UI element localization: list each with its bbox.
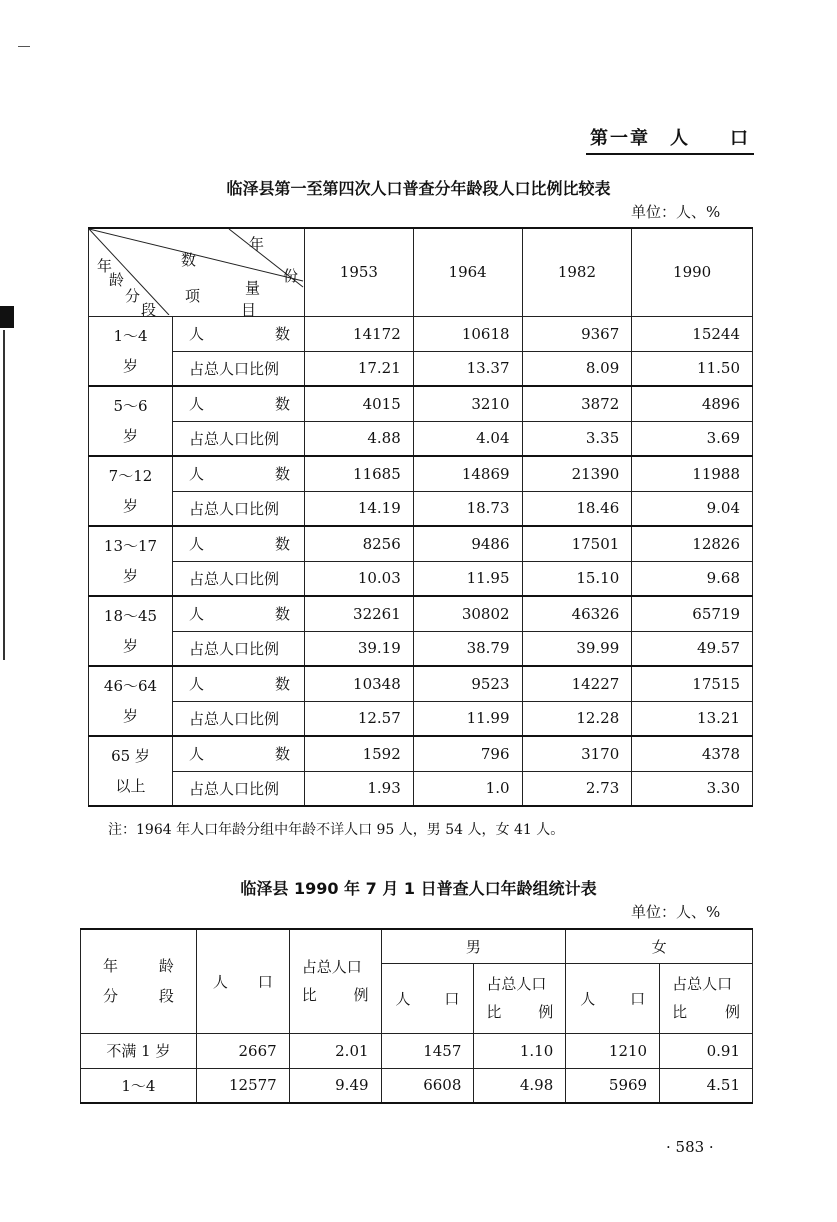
age-group-label: 岁 [122, 707, 138, 725]
count-value: 21390 [522, 456, 632, 491]
ratio-value: 3.30 [632, 771, 753, 806]
count-label-char: 人 [189, 745, 205, 764]
count-label-char: 人 [189, 535, 205, 554]
table1-title: 临泽县第一至第四次人口普查分年龄段人口比例比较表 [226, 179, 611, 198]
ratio-value: 1.93 [305, 771, 414, 806]
ratio-value: 10.03 [305, 561, 414, 596]
age-group-label: 18～45 [103, 607, 158, 625]
count-value: 11685 [305, 456, 414, 491]
pop-header-char: 人 [395, 989, 411, 1008]
ratio-header-line1: 占总人口 [672, 975, 733, 993]
diag-label-xiang: 项 [185, 287, 201, 306]
count-value: 796 [413, 736, 522, 771]
count-label-char: 人 [189, 675, 205, 694]
age-group-label: 岁 [122, 637, 138, 655]
ratio-value: 39.99 [522, 631, 632, 666]
male-header: 男 [381, 929, 566, 963]
table2-value: 0.91 [660, 1033, 753, 1068]
table2-value: 1.10 [474, 1033, 566, 1068]
ratio-value: 15.10 [522, 561, 632, 596]
table1-ratio-row [89, 491, 753, 526]
chapter-header: 第一章 人 口 [586, 124, 754, 155]
ratio-value: 12.28 [522, 701, 632, 736]
table2-row [81, 1033, 753, 1068]
ratio-value: 14.19 [305, 491, 414, 526]
table1-ratio-row [89, 421, 753, 456]
year-header: 1964 [413, 228, 522, 316]
ratio-label-cell: 占总人口比例 [173, 561, 305, 596]
diag-label-shu: 数 [181, 251, 197, 270]
ratio-value: 1.0 [413, 771, 522, 806]
count-label-cell [173, 386, 305, 421]
table1-count-row [89, 596, 753, 631]
pop-header-char: 人 [580, 989, 596, 1008]
page-number: · 583 · [666, 1138, 714, 1156]
table2-value: 2.01 [289, 1033, 381, 1068]
pop-header-char: 口 [444, 989, 460, 1008]
ratio-label-cell: 占总人口比例 [173, 491, 305, 526]
count-value: 14869 [413, 456, 522, 491]
count-value: 3210 [413, 386, 522, 421]
table1-count-row [89, 736, 753, 771]
ratio-header-char: 例 [353, 986, 369, 1005]
table1-unit: 单位：人、% [631, 203, 721, 221]
count-label-cell [173, 596, 305, 631]
ratio-header-char: 比 [486, 1003, 502, 1021]
ratio-value: 11.95 [413, 561, 522, 596]
pop-header-char: 口 [630, 989, 646, 1008]
ratio-value: 3.35 [522, 421, 632, 456]
ratio-header [289, 929, 381, 1033]
age-group-label: 1～4 [113, 326, 148, 345]
count-label-char: 数 [274, 465, 290, 484]
age-group-cell [89, 736, 173, 806]
count-value: 4015 [305, 386, 414, 421]
count-label-char: 人 [189, 325, 205, 343]
count-label-char: 数 [274, 605, 290, 624]
table1-count-row [89, 386, 753, 421]
ratio-value: 11.99 [413, 701, 522, 736]
table1-ratio-row [89, 771, 753, 806]
ratio-header-line1: 占总人口 [486, 975, 547, 993]
scan-line [18, 46, 30, 47]
ratio-value: 4.88 [305, 421, 414, 456]
count-value: 15244 [632, 316, 753, 351]
ratio-header-char: 比 [301, 986, 317, 1005]
female-population-header [566, 963, 660, 1033]
ratio-value: 3.69 [632, 421, 753, 456]
count-value: 32261 [305, 596, 414, 631]
ratio-header-char: 例 [724, 1003, 740, 1021]
count-value: 9486 [413, 526, 522, 561]
diagonal-header-cell [89, 228, 305, 320]
count-value: 8256 [305, 526, 414, 561]
diag-label-fen2: 分 [125, 287, 141, 306]
table2-value: 6608 [381, 1068, 474, 1103]
count-value: 12826 [632, 526, 753, 561]
ratio-label-cell: 占总人口比例 [173, 771, 305, 806]
count-label-cell [173, 736, 305, 771]
table2-value: 1457 [381, 1033, 474, 1068]
age-group-cell [89, 526, 173, 596]
age-group-label: 岁 [122, 427, 138, 445]
ratio-header-char: 比 [672, 1003, 688, 1021]
table2 [80, 928, 753, 1104]
age-group-label: 46～64 [103, 677, 158, 695]
table1-header-row [89, 228, 753, 316]
age-group-label: 岁 [122, 567, 138, 585]
age-group-label: 13～17 [103, 537, 158, 555]
ratio-value: 11.50 [632, 351, 753, 386]
age-header-char: 龄 [158, 957, 174, 976]
ratio-header-line1: 占总人口 [301, 958, 362, 977]
ratio-value: 18.46 [522, 491, 632, 526]
count-label-cell [173, 316, 305, 351]
table1-ratio-row [89, 561, 753, 596]
ratio-value: 9.68 [632, 561, 753, 596]
ratio-value: 49.57 [632, 631, 753, 666]
table1-count-row [89, 526, 753, 561]
count-value: 3170 [522, 736, 632, 771]
age-group-label: 65 岁 [111, 747, 150, 765]
scan-mark [0, 306, 14, 328]
count-value: 4896 [632, 386, 753, 421]
age-header-char: 分 [103, 987, 119, 1006]
table2-header-row-1 [81, 929, 753, 963]
male-population-header [381, 963, 474, 1033]
age-header-char: 段 [158, 987, 174, 1006]
table2-value: 5969 [566, 1068, 660, 1103]
diag-label-fen: 份 [283, 267, 299, 286]
table1-count-row [89, 456, 753, 491]
scan-edge [3, 330, 5, 660]
count-label-char: 数 [274, 325, 290, 343]
table1-ratio-row [89, 351, 753, 386]
table1-count-row [89, 316, 753, 351]
ratio-header-char: 例 [538, 1003, 554, 1021]
pop-header-char: 口 [257, 972, 273, 991]
year-header: 1953 [305, 228, 414, 316]
count-label-cell [173, 666, 305, 701]
count-value: 65719 [632, 596, 753, 631]
count-label-char: 数 [274, 535, 290, 554]
ratio-label-cell: 占总人口比例 [173, 631, 305, 666]
female-header: 女 [566, 929, 753, 963]
table1-ratio-row [89, 631, 753, 666]
count-value: 14227 [522, 666, 632, 701]
count-label-char: 人 [189, 605, 205, 624]
ratio-value: 8.09 [522, 351, 632, 386]
table2-unit: 单位：人、% [631, 903, 721, 921]
age-group-label: 7～12 [108, 467, 153, 485]
count-value: 9523 [413, 666, 522, 701]
table2-value: 1210 [566, 1033, 660, 1068]
table1-ratio-row [89, 701, 753, 736]
count-value: 3872 [522, 386, 632, 421]
count-label-cell [173, 526, 305, 561]
age-group-cell: 1～4 [81, 1068, 197, 1103]
age-header-char: 年 [103, 957, 119, 976]
count-value: 10618 [413, 316, 522, 351]
ratio-value: 13.21 [632, 701, 753, 736]
count-label-char: 数 [274, 675, 290, 694]
ratio-value: 13.37 [413, 351, 522, 386]
ratio-value: 17.21 [305, 351, 414, 386]
female-ratio-header [660, 963, 753, 1033]
count-value: 10348 [305, 666, 414, 701]
count-label-char: 数 [274, 745, 290, 764]
count-value: 17515 [632, 666, 753, 701]
age-group-cell [89, 666, 173, 736]
ratio-label-cell: 占总人口比例 [173, 701, 305, 736]
age-group-label: 以上 [115, 777, 146, 795]
count-value: 30802 [413, 596, 522, 631]
ratio-value: 4.04 [413, 421, 522, 456]
diag-label-nian: 年 [249, 235, 265, 254]
ratio-value: 18.73 [413, 491, 522, 526]
count-label-char: 人 [189, 465, 205, 484]
table1-count-row [89, 666, 753, 701]
table2-value: 4.51 [660, 1068, 753, 1103]
count-value: 14172 [305, 316, 414, 351]
age-group-cell [89, 596, 173, 666]
ratio-value: 9.04 [632, 491, 753, 526]
count-value: 9367 [522, 316, 632, 351]
count-value: 4378 [632, 736, 753, 771]
pop-header-char: 人 [212, 972, 228, 991]
age-group-label: 5～6 [113, 397, 148, 415]
diag-label-mu: 目 [241, 301, 257, 320]
diag-label-liang: 量 [245, 279, 261, 298]
age-group-label: 岁 [122, 497, 138, 515]
count-value: 46326 [522, 596, 632, 631]
table2-title: 临泽县 1990 年 7 月 1 日普查人口年龄组统计表 [240, 879, 597, 898]
table1 [88, 227, 753, 807]
ratio-value: 12.57 [305, 701, 414, 736]
count-label-char: 人 [189, 395, 205, 414]
ratio-value: 38.79 [413, 631, 522, 666]
count-label-cell [173, 456, 305, 491]
age-group-header [81, 929, 197, 1033]
count-value: 11988 [632, 456, 753, 491]
table2-value: 4.98 [474, 1068, 566, 1103]
diag-label-duan: 段 [141, 301, 157, 320]
diag-label-ling: 龄 [109, 271, 125, 290]
age-group-cell [89, 316, 173, 386]
count-value: 1592 [305, 736, 414, 771]
year-header: 1982 [522, 228, 632, 316]
table2-row [81, 1068, 753, 1103]
table2-value: 12577 [196, 1068, 289, 1103]
age-group-label: 岁 [122, 356, 138, 375]
ratio-label-cell: 占总人口比例 [173, 351, 305, 386]
ratio-value: 2.73 [522, 771, 632, 806]
year-header: 1990 [632, 228, 753, 316]
ratio-value: 39.19 [305, 631, 414, 666]
count-value: 17501 [522, 526, 632, 561]
population-header [196, 929, 289, 1033]
table1-note: 注：1964 年人口年龄分组中年龄不详人口 95 人，男 54 人，女 41 人。 [108, 822, 565, 838]
age-group-cell [89, 386, 173, 456]
ratio-label-cell: 占总人口比例 [173, 421, 305, 456]
age-group-cell [89, 456, 173, 526]
diag-label-nian2: 年 [97, 257, 113, 276]
table2-value: 9.49 [289, 1068, 381, 1103]
count-label-char: 数 [274, 395, 290, 414]
age-group-cell: 不满 1 岁 [81, 1033, 197, 1068]
male-ratio-header [474, 963, 566, 1033]
table2-value: 2667 [196, 1033, 289, 1068]
